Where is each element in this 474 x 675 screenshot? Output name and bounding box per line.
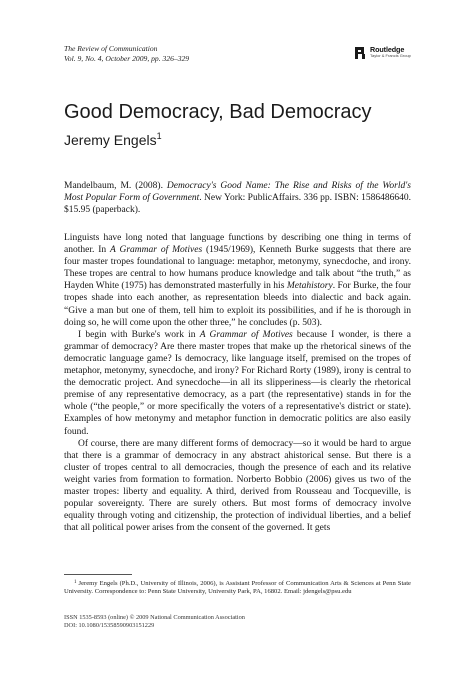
publisher-tagline: Taylor & Francis Group	[370, 53, 411, 58]
footnote	[64, 580, 411, 597]
paragraph-3: Of course, there are many different forms of democracy—so it would be hard to argue that there is a grammar of democracy in any abstract ahistorical sense. But there is a cluster of tropes central to all democracies, though the presence of each and its relative weight varies from formation to formation. Norberto Bobbio (2006) gives us two of the master tropes: liberty and equality. A third, derived from Rousseau and Tocqueville, is popular sovereignty. There are surely others. But most forms of democracy involve equality through voting and citizenship, the protection of individual liberties, and a belief that all political power arises from the consent of the governed. It gets	[64, 438, 411, 534]
footnote-text: Jeremy Engels (Ph.D., University of Illinois, 2006), is Assistant Professor of Communication Arts & Sciences at Penn State University. Correspondence to: Penn State University, University Park, PA, 16802. Email: jdengels@psu.edu	[64, 580, 411, 596]
paragraph-1: Linguists have long noted that language functions by describing one thing in terms of another. In A Grammar of Motives (1945/1969), Kenneth Burke suggests that there are four master tropes foundational to language: metaphor, metonymy, synecdoche, and irony. These tropes are central to how humans produce knowledge and talk about “the truth,” as Hayden White (1975) has demonstrated masterfully in his Metahistory. For Burke, the four tropes shade into each another, as representation bleeds into dialectic and back again. “Give a man but one of them, tell him to exploit its possibilities, and if he is thorough in doing so, he will come upon the other three,” he concludes (p. 503).	[64, 233, 411, 328]
journal-name: The Review of Communication	[64, 44, 158, 53]
review-citation	[64, 180, 411, 216]
article-author	[64, 131, 162, 149]
footnote-divider	[64, 574, 132, 575]
citation-book-title: Democracy's Good Name: The Rise and Risks of the World's Most Popular Form of Government	[64, 181, 411, 204]
doi-line: DOI: 10.1080/15358590903151229	[64, 622, 155, 630]
issn-line: ISSN 1535-8593 (online) © 2009 National Communication Association	[64, 614, 245, 621]
article-title: Good Democracy, Bad Democracy	[64, 101, 372, 123]
footnote-mark: 1	[74, 580, 77, 585]
article-body	[64, 232, 411, 534]
citation-authors: Mandelbaum, M. (2008).	[64, 181, 167, 191]
journal-issue: Vol. 9, No. 4, October 2009, pp. 326–329	[64, 54, 190, 63]
publisher-logo	[355, 47, 411, 59]
publication-info	[64, 614, 245, 631]
journal-header	[64, 44, 189, 64]
paragraph-2: I begin with Burke's work in A Grammar of Motives because I wonder, is there a grammar of democracy? Are there master tropes that make up the rhetorical sinews of the democratic language game? Is democracy, like language itself, premised on the tropes of metaphor, metonymy, synecdoche, and irony? For Richard Rorty (1989), irony is central to the democratic project. And synecdoche—in all its slipperiness—is clearly the rhetorical premise of any representative democracy, as a part (the representative) stands in for the whole (“the people,” or more specifically the voters of a representative's district or state). Examples of how metonymy and metaphor function in democratic politics are also easily found.	[64, 329, 411, 437]
publisher-name: Routledge	[370, 45, 405, 54]
author-footnote-mark: 1	[156, 131, 162, 141]
routledge-logo-icon	[355, 47, 367, 59]
author-name: Jeremy Engels	[64, 132, 157, 148]
citation-publisher: . New York: PublicAffairs. 336 pp. ISBN: 1586486640. $15.95 (paperback).	[64, 193, 412, 216]
